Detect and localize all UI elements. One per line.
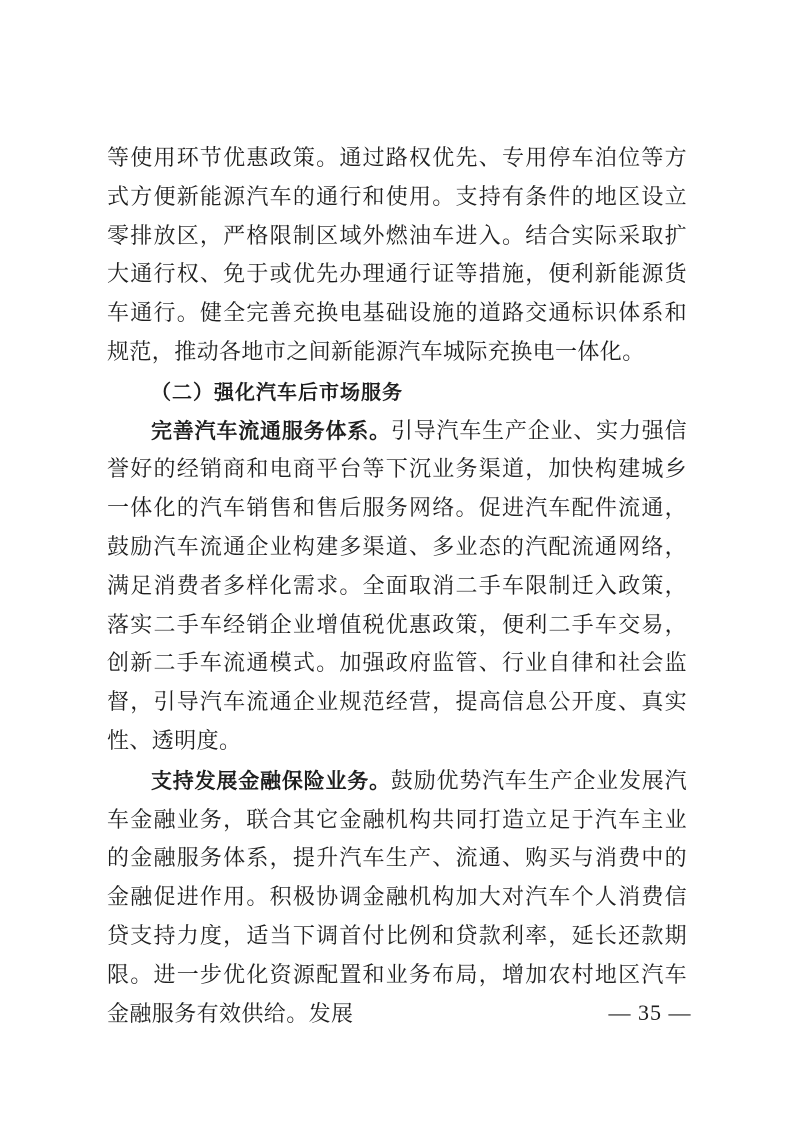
paragraph-text: 鼓励优势汽车生产企业发展汽车金融业务，联合其它金融机构共同打造立足于汽车主业的金融服务体系，提升汽车生产、流通、购买与消费中的金融促进作用。积极协调金融机构加大对汽车个人消费信贷支持力度，适当下调首付比例和贷款利率，延长还款期限。进一步优化资源配置和业务布局，增加农村地区汽车金融服务有效供给。发展 [107, 768, 687, 1027]
page-number: — 35 — [608, 1000, 692, 1025]
paragraph-vehicle-circulation [107, 412, 687, 762]
paragraph-text: 引导汽车生产企业、实力强信誉好的经销商和电商平台等下沉业务渠道，加快构建城乡一体化的汽车销售和售后服务网络。促进汽车配件流通，鼓励汽车流通企业构建多渠道、多业态的汽配流通网络，满足消费者多样化需求。全面取消二手车限制迁入政策，落实二手车经销企业增值税优惠政策，便利二手车交易，创新二手车流通模式。加强政府监管、行业自律和社会监督，引导汽车流通企业规范经营，提高信息公开度、真实性、透明度。 [107, 418, 687, 754]
document-body [107, 140, 687, 1034]
section-heading: （二）强化汽车后市场服务 [151, 379, 403, 404]
paragraph-lead-heading: 支持发展金融保险业务。 [151, 768, 391, 793]
paragraph-lead-heading: 完善汽车流通服务体系。 [151, 418, 391, 443]
paragraph-continued [107, 140, 687, 373]
paragraph-financial-insurance [107, 762, 687, 1035]
paragraph-text: 等使用环节优惠政策。通过路权优先、专用停车泊位等方式方便新能源汽车的通行和使用。支持有条件的地区设立零排放区，严格限制区域外燃油车进入。结合实际采取扩大通行权、免于或优先办理通行证等措施，便利新能源货车通行。健全完善充换电基础设施的道路交通标识体系和规范，推动各地市之间新能源汽车城际充换电一体化。 [107, 146, 687, 365]
